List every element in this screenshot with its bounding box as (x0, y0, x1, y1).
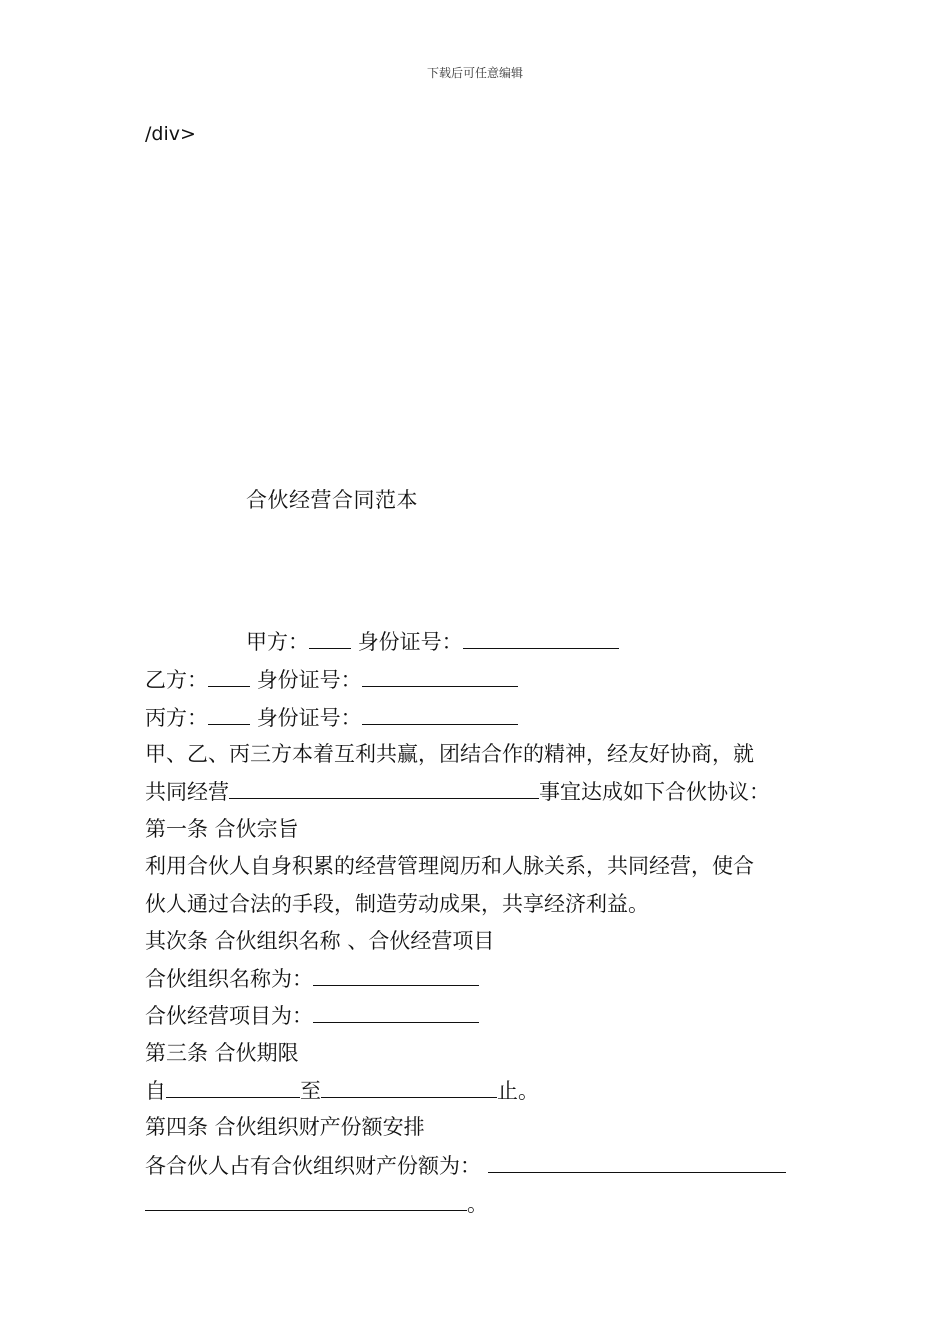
article-4-share-line-2 (145, 1190, 488, 1217)
document-title: 合伙经营合同范本 (246, 488, 418, 512)
term-from-label: 自 (145, 1079, 166, 1103)
term-from-blank (166, 1077, 300, 1098)
article-2-name-line (145, 965, 479, 992)
header-note: 下载后可任意编辑 (426, 66, 523, 80)
share-blank-1 (488, 1152, 786, 1173)
article-3-term-line (145, 1077, 539, 1104)
party-b-id-blank (362, 666, 518, 687)
share-blank-2 (145, 1190, 467, 1211)
party-b-name-blank (208, 666, 250, 687)
term-to-label: 至 (300, 1079, 321, 1103)
article-1-line-2: 伙人通过合法的手段，制造劳动成果，共享经济利益。 (145, 892, 649, 916)
article-2-heading: 其次条 合伙组织名称 、合伙经营项目 (145, 929, 495, 953)
article-4-share-line (145, 1152, 786, 1179)
project-blank (313, 1002, 479, 1023)
article-1-line-1: 利用合伙人自身积累的经营管理阅历和人脉关系，共同经营，使合 (145, 854, 754, 878)
intro-line-1: 甲、乙、丙三方本着互利共赢，团结合作的精神，经友好协商，就 (145, 742, 754, 766)
project-label: 合伙经营项目为： (145, 1004, 313, 1028)
party-a-id-label: 身份证号： (357, 630, 463, 654)
intro-line-2-suffix: 事宜达成如下合伙协议： (539, 780, 770, 804)
intro-line-2 (145, 778, 770, 805)
party-c-label: 丙方： (145, 706, 208, 730)
business-blank (229, 778, 539, 799)
share-end: 。 (467, 1192, 488, 1216)
stray-markup-text: /div> (145, 123, 196, 145)
party-c-name-blank (208, 704, 250, 725)
term-to-blank (321, 1077, 497, 1098)
party-a-line (246, 628, 619, 655)
party-b-label: 乙方： (145, 668, 208, 692)
party-b-line (145, 666, 518, 693)
party-a-name-blank (309, 628, 351, 649)
org-name-blank (313, 965, 479, 986)
party-a-label: 甲方： (246, 630, 309, 654)
party-a-id-blank (463, 628, 619, 649)
share-label: 各合伙人占有合伙组织财产份额为： (145, 1154, 481, 1178)
org-name-label: 合伙组织名称为： (145, 967, 313, 991)
term-end-label: 止。 (497, 1079, 539, 1103)
article-1-heading: 第一条 合伙宗旨 (145, 817, 299, 841)
article-3-heading: 第三条 合伙期限 (145, 1041, 299, 1065)
article-2-project-line (145, 1002, 479, 1029)
party-c-id-blank (362, 704, 518, 725)
intro-line-2-prefix: 共同经营 (145, 780, 229, 804)
party-c-id-label: 身份证号： (256, 706, 362, 730)
article-4-heading: 第四条 合伙组织财产份额安排 (145, 1115, 425, 1139)
party-b-id-label: 身份证号： (256, 668, 362, 692)
party-c-line (145, 704, 518, 731)
